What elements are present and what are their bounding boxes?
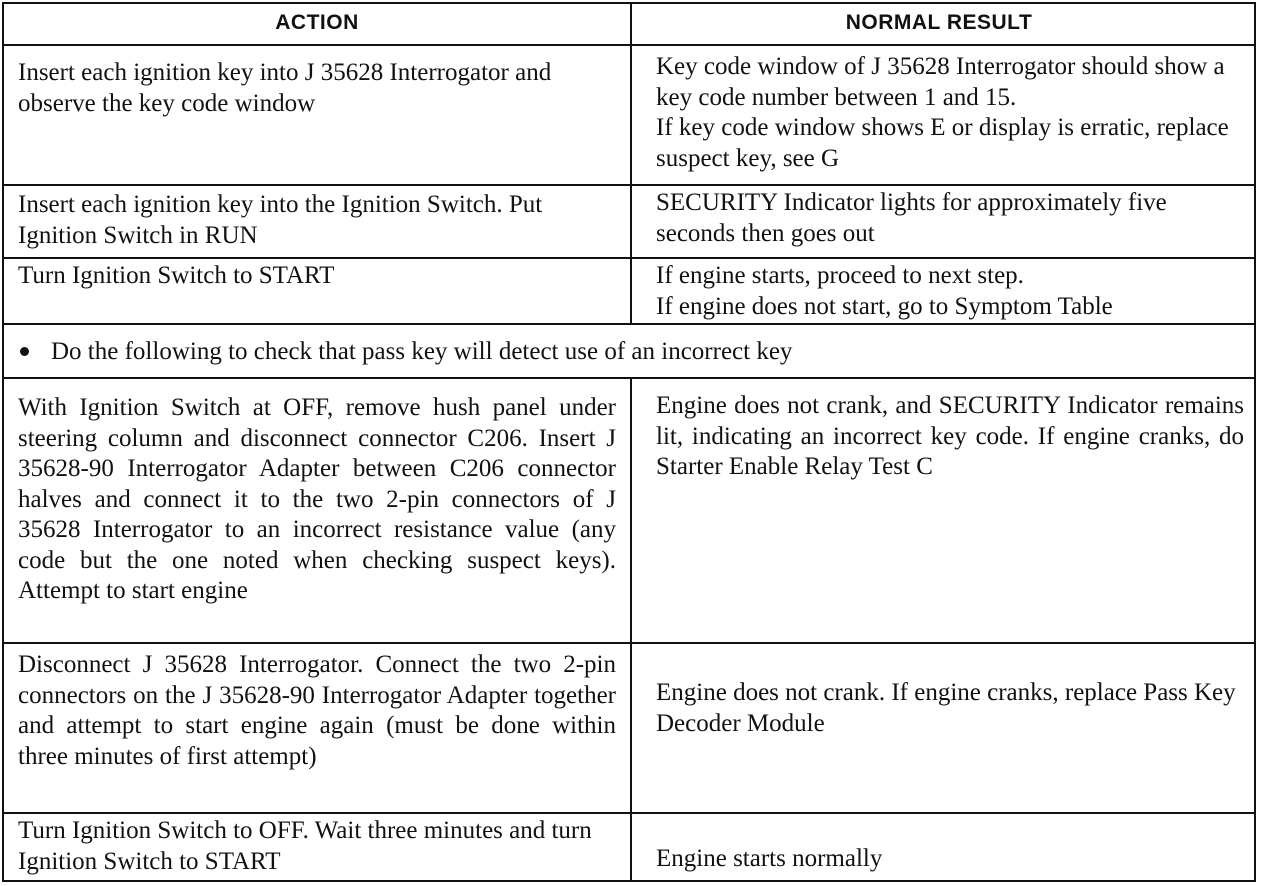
result-text: If engine does not start, go to Symptom Table bbox=[656, 292, 1113, 320]
header-normal-result: NORMAL RESULT bbox=[845, 11, 1033, 34]
result-text: Engine does not crank. If engine cranks, replace Pass Key Decoder Module bbox=[656, 679, 1236, 737]
result-text: Engine starts normally bbox=[656, 845, 883, 872]
table-note-row bbox=[4, 325, 1254, 379]
result-text: Key code window of J 35628 Interrogator should show a key code number between 1 and 15. bbox=[656, 53, 1225, 111]
action-cell: With Ignition Switch at OFF, remove hush panel under steering column and disconnect connector C206. Insert J 35628-90 Interrogator Adapter between C206 connector halves and connect it to the two 2-pin connectors of J 35628 Interrogator to an incorrect resistance value (any code but the one noted when checking suspect keys). Attempt to start engine bbox=[4, 379, 632, 642]
result-text: SECURITY Indicator lights for approximately five seconds then goes out bbox=[656, 189, 1167, 247]
result-text: If engine starts, proceed to next step. bbox=[656, 262, 1024, 289]
bullet-icon bbox=[20, 347, 29, 356]
table-row bbox=[4, 379, 1254, 644]
table-row bbox=[4, 46, 1254, 186]
note-text: Do the following to check that pass key will detect use of an incorrect key bbox=[51, 338, 793, 365]
action-cell: Insert each ignition key into J 35628 Interrogator and observe the key code window bbox=[4, 46, 632, 184]
result-cell bbox=[632, 186, 1254, 257]
result-cell bbox=[632, 46, 1254, 184]
result-cell bbox=[632, 259, 1254, 323]
table-row bbox=[4, 644, 1254, 814]
table-row bbox=[4, 814, 1254, 880]
result-cell bbox=[632, 644, 1254, 812]
result-cell bbox=[632, 379, 1254, 642]
action-cell: Insert each ignition key into the Ignition Switch. Put Ignition Switch in RUN bbox=[4, 186, 632, 257]
result-text: Engine does not crank, and SECURITY Indicator remains lit, indicating an incorrect key code. If engine cranks, do Starter Enable Relay Test C bbox=[656, 392, 1244, 480]
action-cell: Disconnect J 35628 Interrogator. Connect the two 2-pin connectors on the J 35628-90 Interrogator Adapter together and attempt to start engine again (must be done within three minutes of first attempt) bbox=[4, 644, 632, 812]
table-row bbox=[4, 186, 1254, 259]
action-cell: Turn Ignition Switch to START bbox=[4, 259, 632, 323]
result-cell bbox=[632, 814, 1254, 880]
result-text: If key code window shows E or display is erratic, replace suspect key, see G bbox=[656, 114, 1229, 172]
table-header-row bbox=[4, 4, 1254, 46]
note-cell bbox=[4, 325, 1254, 377]
table-row bbox=[4, 259, 1254, 325]
action-cell: Turn Ignition Switch to OFF. Wait three minutes and turn Ignition Switch to START bbox=[4, 814, 632, 880]
header-action: ACTION bbox=[4, 4, 632, 44]
diagnostic-table bbox=[2, 2, 1256, 882]
